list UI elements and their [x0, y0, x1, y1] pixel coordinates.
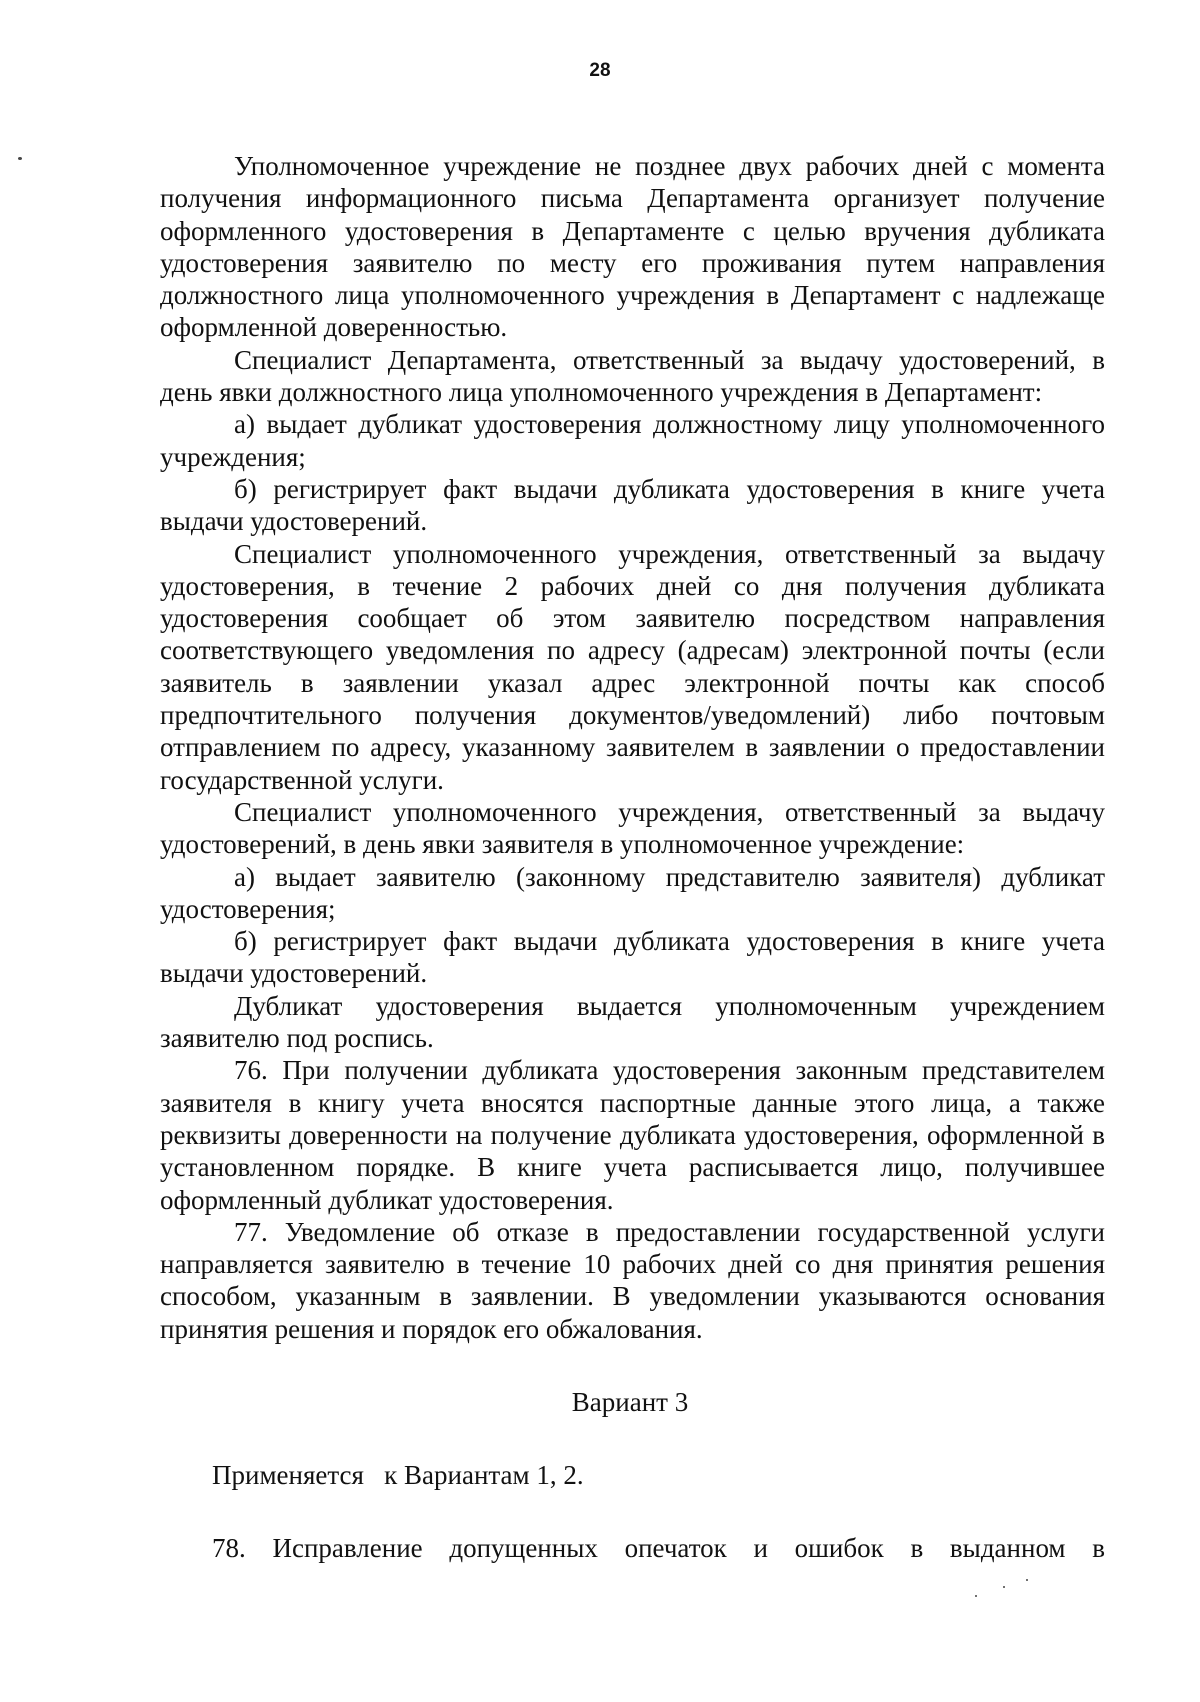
scan-speck — [18, 157, 22, 160]
applies-line: Применяется к Вариантам 1, 2. — [212, 1460, 584, 1490]
paragraph: б) регистрирует факт выдачи дубликата удостоверения в книге учета выдачи удостоверений. — [160, 926, 1105, 989]
paragraph: 77. Уведомление об отказе в предоставлении государственной услуги направляется заявителю в течение 10 рабочих дней со дня принятия решения способом, указанным в заявлении. В уведомлении указываются основания принятия решения и порядок его обжалования. — [160, 1216, 1105, 1344]
scan-speck — [1003, 1586, 1005, 1588]
scan-speck — [975, 1595, 977, 1597]
body-text — [160, 150, 1105, 1345]
paragraph: Уполномоченное учреждение не позднее двух рабочих дней с момента получения информационного письма Департамента организует получение оформленного удостоверения в Департаменте с целью вручения дубликата удостоверения заявителю по месту его проживания путем направления должностного лица уполномоченного учреждения в Департамент с надлежаще оформленной доверенностью. — [160, 151, 1105, 343]
paragraph: а) выдает дубликат удостоверения должностному лицу уполномоченного учреждения; — [160, 409, 1105, 472]
paragraph: Специалист уполномоченного учреждения, ответственный за выдачу удостоверения, в течение 2 рабочих дней со дня получения дубликата удостоверения сообщает об этом заявителю посредством направления соответствующего уведомления по адресу (адресам) электронной почты (если заявитель в заявлении указал адрес электронной почты как способ предпочтительного получения документов/уведомлений) либо почтовым отправлением по адресу, указанному заявителем в заявлении о предоставлении государственной услуги. — [160, 538, 1105, 795]
paragraph: Специалист Департамента, ответственный за выдачу удостоверений, в день явки должностного лица уполномоченного учреждения в Департамент: — [160, 344, 1105, 408]
paragraph: Дубликат удостоверения выдается уполномоченным учреждением заявителю под роспись. — [160, 990, 1105, 1054]
section-heading: Вариант 3 — [571, 1387, 689, 1417]
scan-speck — [1026, 1579, 1028, 1581]
paragraph: а) выдает заявителю (законному представителю заявителя) дубликат удостоверения; — [160, 861, 1105, 924]
page-number: 28 — [589, 60, 611, 81]
paragraph: б) регистрирует факт выдачи дубликата удостоверения в книге учета выдачи удостоверений. — [160, 473, 1105, 537]
paragraph: 76. При получении дубликата удостоверения законным представителем заявителя в книгу учета вносятся паспортные данные этого лица, а также реквизиты доверенности на получение дубликата удостоверения, оформленной в установленном порядке. В книге учета расписывается лицо, получившее оформленный дубликат удостоверения. — [160, 1055, 1105, 1215]
paragraph: Специалист уполномоченного учреждения, ответственный за выдачу удостоверений, в день явки заявителя в уполномоченное учреждение: — [160, 796, 1105, 860]
paragraph-78-start: 78. Исправление допущенных опечаток и ошибок в выданном в — [212, 1533, 1105, 1563]
